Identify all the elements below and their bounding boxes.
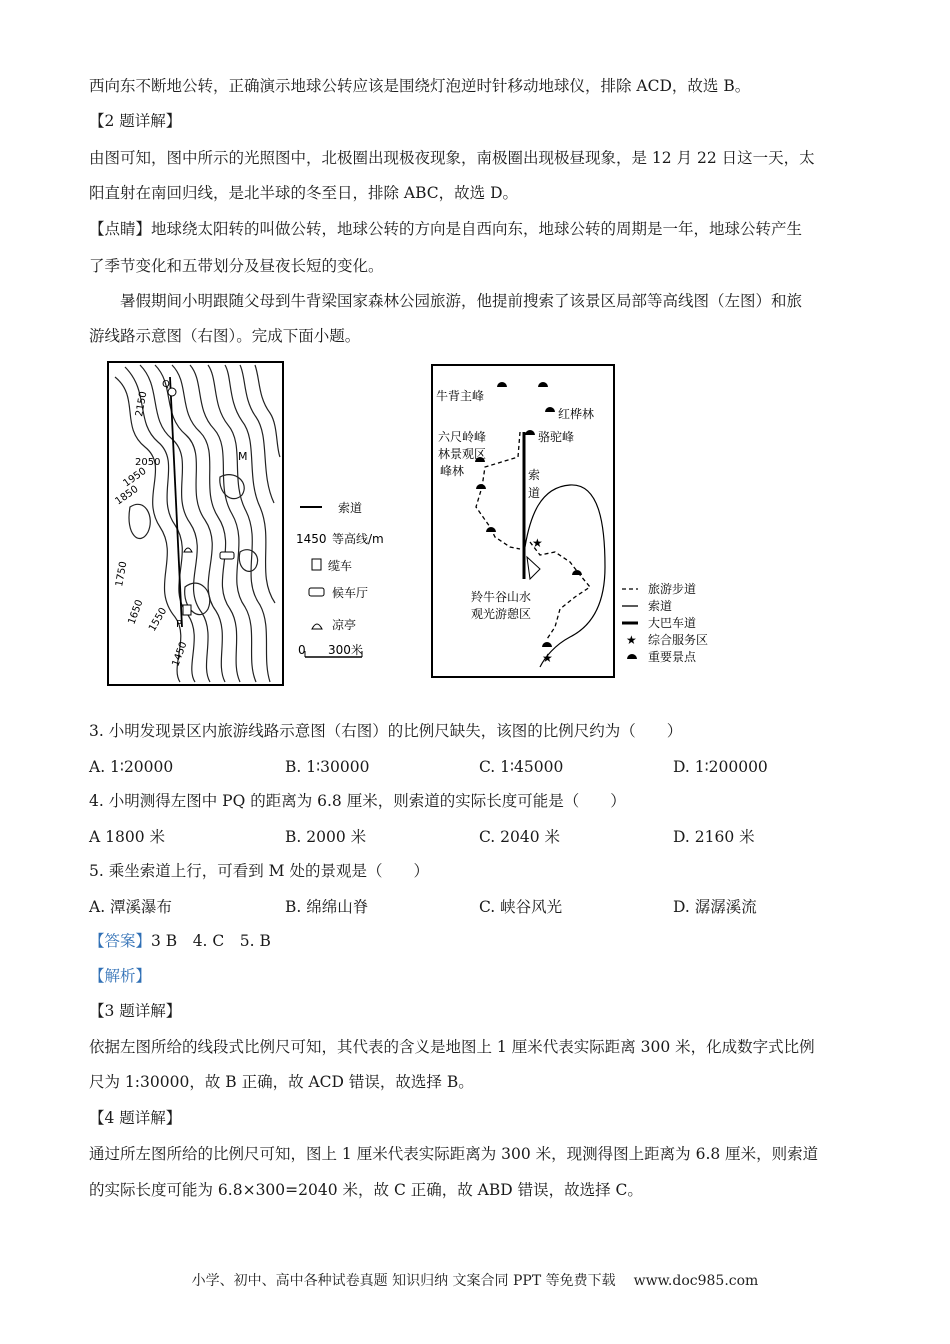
- scenic-icon: [627, 654, 637, 659]
- svg-text:★: ★: [532, 536, 543, 550]
- map-figure: [100, 357, 709, 693]
- text-line: 的实际长度可能为 6.8×300=2040 米，故 C 正确，故 ABD 错误，故选择 C。: [89, 1181, 643, 1199]
- legend-contour-value: 1450: [296, 532, 327, 546]
- contour-map: [108, 362, 283, 685]
- label-fenglin: 峰林: [440, 464, 465, 478]
- label-liuchi-2: 林景观区: [438, 447, 487, 461]
- label-birch: 红桦林: [558, 407, 595, 421]
- contour-label: 1650: [126, 598, 146, 627]
- label-valley-1: 羚牛谷山水: [471, 590, 532, 604]
- answer-text: 3 B 4. C 5. B: [151, 932, 271, 950]
- point-label-p: P: [176, 619, 183, 630]
- bus-hall-icon: [309, 588, 324, 596]
- analysis-label: 【解析】: [89, 967, 152, 985]
- legend-bus-road: 大巴车道: [648, 616, 697, 630]
- label-cableway-2: 道: [528, 486, 541, 500]
- route-map: [432, 365, 614, 677]
- option-d: D. 潺潺溪流: [673, 898, 757, 916]
- footer-site-link[interactable]: www.doc985.com: [633, 1273, 759, 1289]
- pavilion-icon: [312, 624, 322, 629]
- legend-scenic: 重要景点: [648, 650, 697, 664]
- contour-label: 1950: [121, 465, 149, 490]
- scale-value: 300米: [328, 643, 363, 657]
- svg-text:★: ★: [542, 651, 553, 665]
- option-a: A. 1∶20000: [89, 758, 174, 776]
- point-label-m: M: [238, 450, 248, 463]
- label-cableway-1: 索: [528, 468, 541, 482]
- point-label-q: Q: [162, 379, 170, 390]
- text-line: 阳直射在南回归线，是北半球的冬至日，排除 ABC，故选 D。: [89, 184, 519, 202]
- scale-zero: 0: [298, 643, 306, 657]
- option-a: A. 潭溪瀑布: [89, 898, 173, 916]
- label-liuchi-1: 六尺岭峰: [438, 430, 487, 444]
- answer-label: 【答案】: [89, 932, 152, 950]
- contour-label: 2150: [134, 390, 150, 418]
- text-line: 游线路示意图（右图）。完成下面小题。: [89, 327, 361, 345]
- text-line: 尺为 1:30000，故 B 正确，故 ACD 错误，故选择 B。: [89, 1073, 474, 1091]
- question-3: 3. 小明发现景区内旅游线路示意图（右图）的比例尺缺失，该图的比例尺约为（ ）: [89, 722, 683, 740]
- legend-cable: 索道: [648, 599, 673, 613]
- answer-line: [89, 930, 910, 952]
- text-line: 西向东不断地公转，正确演示地球公转应该是围绕灯泡逆时针移动地球仪，排除 ACD，故选 B。: [89, 77, 751, 95]
- legend-cableway: 索道: [338, 501, 363, 515]
- text-line: 【点睛】地球绕太阳转的叫做公转，地球公转的方向是自西向东，地球公转的周期是一年，地球公转产生: [89, 220, 803, 238]
- label-valley-2: 观光游憩区: [471, 607, 532, 621]
- footer-text: 小学、初中、高中各种试卷真题 知识归纳 文案合同 PPT 等免费下载: [191, 1273, 616, 1289]
- contour-label: 2050: [135, 457, 161, 468]
- legend-waiting-hall: 候车厅: [332, 586, 369, 600]
- option-b: B. 2000 米: [285, 828, 367, 846]
- legend-pavilion: 凉亭: [332, 618, 357, 632]
- contour-label: 1550: [147, 605, 170, 634]
- section-heading: 【3 题详解】: [89, 1002, 182, 1020]
- option-c: C. 1∶45000: [479, 758, 564, 776]
- section-heading: 【2 题详解】: [89, 112, 182, 130]
- contour-label: 1850: [113, 483, 141, 508]
- legend-cablecar: 缆车: [328, 559, 353, 573]
- text-line: 暑假期间小明跟随父母到牛背梁国家森林公园旅游，他提前搜索了该景区局部等高线图（左图）和旅: [120, 292, 803, 310]
- text-line: 了季节变化和五带划分及昼夜长短的变化。: [89, 257, 384, 275]
- option-c: C. 峡谷风光: [479, 898, 563, 916]
- option-b: B. 绵绵山脊: [285, 898, 369, 916]
- contour-label: 1450: [170, 640, 190, 669]
- cablecar-icon: [312, 559, 321, 570]
- question-4: 4. 小明测得左图中 PQ 的距离为 6.8 厘米，则索道的实际长度可能是（ ）: [89, 792, 626, 810]
- question-5: 5. 乘坐索道上行，可看到 M 处的景观是（ ）: [89, 862, 429, 880]
- section-heading: 【4 题详解】: [89, 1109, 182, 1127]
- option-c: C. 2040 米: [479, 828, 561, 846]
- option-d: D. 1∶200000: [673, 758, 768, 776]
- legend-contour-label: 等高线/m: [332, 532, 384, 546]
- text-line: 由图可知，图中所示的光照图中，北极圈出现极夜现象，南极圈出现极昼现象，是 12 月 22 日这一天，太: [89, 149, 815, 167]
- text-line: 通过所左图所给的比例尺可知，图上 1 厘米代表实际距离为 300 米，现测得图上距离为 6.8 厘米，则索道: [89, 1145, 819, 1163]
- contour-label: 1750: [114, 560, 130, 588]
- route-legend: [622, 581, 708, 664]
- star-icon: ★: [626, 633, 637, 647]
- option-b: B. 1∶30000: [285, 758, 370, 776]
- legend-service: 综合服务区: [648, 633, 709, 647]
- contour-legend: [296, 501, 384, 657]
- option-d: D. 2160 米: [673, 828, 755, 846]
- option-a: A 1800 米: [89, 828, 165, 846]
- legend-trail: 旅游步道: [648, 582, 697, 596]
- label-main-peak: 牛背主峰: [436, 389, 485, 403]
- label-camel: 骆驼峰: [538, 430, 575, 444]
- page-footer: [0, 1270, 950, 1290]
- text-line: 依据左图所给的线段式比例尺可知，其代表的含义是地图上 1 厘米代表实际距离 300 米，化成数字式比例: [89, 1038, 815, 1056]
